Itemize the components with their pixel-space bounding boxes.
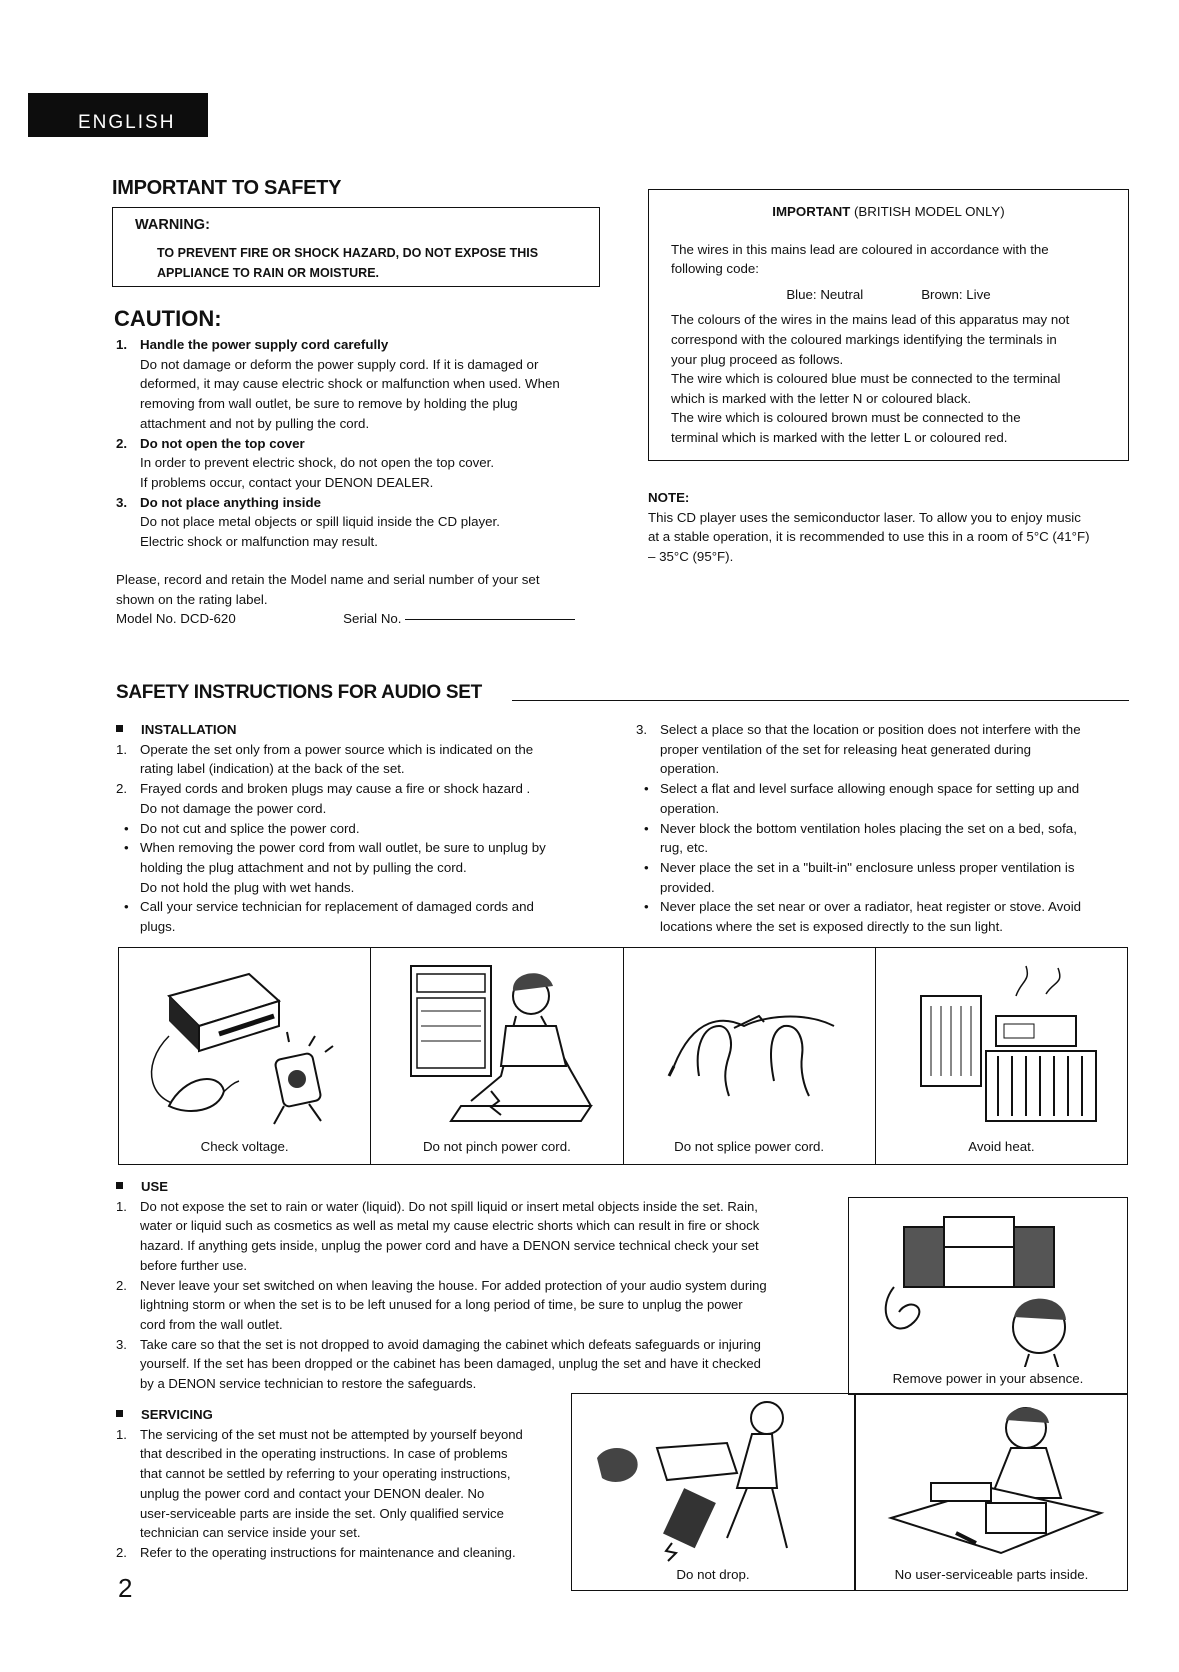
servicing-line: The servicing of the set must not be attempted by yourself beyond bbox=[140, 1426, 523, 1442]
bullet: • bbox=[644, 781, 649, 797]
caution-line: In order to prevent electric shock, do not open the top cover. bbox=[140, 455, 495, 471]
square-bullet bbox=[116, 1410, 123, 1417]
warning-box bbox=[112, 207, 600, 287]
model-serial-row bbox=[116, 609, 606, 629]
caution-line: attachment and not by pulling the cord. bbox=[140, 415, 370, 431]
caption-no-user-parts: No user-serviceable parts inside. bbox=[894, 1567, 1089, 1582]
use-line: before further use. bbox=[140, 1257, 247, 1273]
install-item bbox=[636, 858, 1128, 897]
caution-item bbox=[116, 335, 606, 434]
caption-avoid-heat: Avoid heat. bbox=[968, 1139, 1035, 1154]
servicing-section bbox=[116, 1405, 566, 1563]
language-tab bbox=[28, 93, 208, 137]
note-line: at a stable operation, it is recommended to use this in a room of 5°C (41°F) bbox=[648, 529, 1090, 545]
british-model-box bbox=[648, 189, 1129, 461]
install-line: rug, etc. bbox=[660, 840, 709, 856]
wire-color-codes bbox=[671, 285, 1106, 305]
install-line: holding the plug attachment and not by pulling the cord. bbox=[140, 859, 467, 875]
caption-check-voltage: Check voltage. bbox=[200, 1139, 289, 1154]
install-line: plugs. bbox=[140, 919, 176, 935]
use-line: Never leave your set switched on when leaving the house. For added protection of your audio system during bbox=[140, 1277, 767, 1293]
install-line: Operate the set only from a power source which is indicated on the bbox=[140, 741, 534, 757]
servicing-line: that cannot be settled by referring to your operating instructions, bbox=[140, 1466, 511, 1482]
item-number: 2. bbox=[116, 781, 128, 797]
use-label: USE bbox=[141, 1179, 168, 1194]
illustration-check-voltage bbox=[119, 948, 371, 1164]
servicing-label: SERVICING bbox=[141, 1407, 213, 1422]
caution-heading: Do not place anything inside bbox=[140, 494, 322, 510]
bullet: • bbox=[644, 899, 649, 915]
avoid-heat-illustration bbox=[886, 956, 1116, 1131]
record-line: Please, record and retain the Model name and serial number of your set bbox=[116, 572, 540, 587]
install-line: Do not damage the power cord. bbox=[140, 800, 327, 816]
caution-heading: Handle the power supply cord carefully bbox=[140, 337, 389, 352]
install-line: Never place the set in a "built-in" enclosure unless proper ventilation is bbox=[660, 859, 1075, 875]
caption-do-not-drop: Do not drop. bbox=[676, 1567, 750, 1582]
bullet: • bbox=[124, 820, 129, 836]
wire-brown: Brown: Live bbox=[921, 286, 991, 302]
install-line: Select a flat and level surface allowing enough space for setting up and bbox=[660, 781, 1080, 797]
use-heading bbox=[116, 1177, 836, 1197]
note-block bbox=[648, 488, 1138, 566]
install-line: Call your service technician for replacement of damaged cords and bbox=[140, 899, 534, 915]
servicing-line: Refer to the operating instructions for maintenance and cleaning. bbox=[140, 1544, 516, 1560]
use-line: Take care so that the set is not dropped to avoid damaging the cabinet which defeats safeguards or injuring bbox=[140, 1336, 761, 1352]
use-line: by a DENON service technician to restore the safeguards. bbox=[140, 1376, 477, 1392]
bullet: • bbox=[644, 859, 649, 875]
install-item bbox=[116, 819, 606, 839]
illustration-strip bbox=[118, 947, 1128, 1165]
british-title-bold: IMPORTANT bbox=[772, 204, 851, 219]
install-item bbox=[636, 897, 1128, 936]
use-line: hazard. If anything gets inside, unplug the power cord and have a DENON service technical check your set bbox=[140, 1238, 759, 1254]
warning-text bbox=[157, 243, 599, 283]
bullet: • bbox=[644, 820, 649, 836]
item-number: 2. bbox=[116, 1277, 127, 1293]
check-voltage-illustration bbox=[129, 956, 359, 1131]
illustration-splice-cord bbox=[624, 948, 876, 1164]
servicing-line: user-serviceable parts are inside the set. Only qualified service bbox=[140, 1505, 504, 1521]
servicing-line: technician can service inside your set. bbox=[140, 1525, 361, 1541]
item-number: 1. bbox=[116, 1426, 127, 1442]
wire-blue: Blue: Neutral bbox=[786, 286, 864, 302]
illustration-absence bbox=[848, 1197, 1128, 1395]
square-bullet bbox=[116, 1182, 123, 1189]
use-item bbox=[116, 1335, 836, 1394]
install-line: Never place the set near or over a radiator, heat register or stove. Avoid bbox=[660, 899, 1082, 915]
pinch-cord-illustration bbox=[381, 956, 611, 1131]
warning-label: WARNING: bbox=[135, 217, 210, 233]
item-number: 3. bbox=[116, 1336, 127, 1352]
remove-power-illustration bbox=[854, 1202, 1124, 1367]
install-line: operation. bbox=[660, 800, 720, 816]
note-line: This CD player uses the semiconductor laser. To allow you to enjoy music bbox=[648, 509, 1081, 525]
caution-line: removing from wall outlet, be sure to remove by holding the plug bbox=[140, 396, 518, 412]
installation-right bbox=[636, 720, 1128, 937]
caution-title: CAUTION: bbox=[114, 306, 222, 331]
install-item bbox=[116, 897, 606, 936]
install-line: Frayed cords and broken plugs may cause a fire or shock hazard . bbox=[140, 781, 531, 797]
warning-line: APPLIANCE TO RAIN OR MOISTURE. bbox=[157, 266, 380, 280]
safety-title: IMPORTANT TO SAFETY bbox=[112, 177, 342, 199]
no-user-parts-illustration bbox=[861, 1398, 1121, 1563]
do-not-drop-illustration bbox=[577, 1398, 847, 1563]
british-line: your plug proceed as follows. bbox=[671, 351, 844, 367]
illustration-pinch-cord bbox=[371, 948, 623, 1164]
british-line: The wires in this mains lead are coloured in accordance with the bbox=[671, 241, 1049, 257]
british-line: The colours of the wires in the mains lead of this apparatus may not bbox=[671, 312, 1070, 328]
caption-pinch-cord: Do not pinch power cord. bbox=[422, 1139, 571, 1154]
servicing-heading bbox=[116, 1405, 566, 1425]
install-line: operation. bbox=[660, 761, 720, 777]
install-line: locations where the set is exposed directly to the sun light. bbox=[660, 919, 1003, 935]
use-item bbox=[116, 1197, 836, 1276]
item-number: 1. bbox=[116, 741, 128, 757]
servicing-line: that described in the operating instructions. In case of problems bbox=[140, 1446, 508, 1462]
install-line: Do not hold the plug with wet hands. bbox=[140, 879, 355, 895]
caption-remove-power: Remove power in your absence. bbox=[892, 1371, 1084, 1386]
install-item bbox=[116, 838, 606, 897]
language-tab-label: ENGLISH bbox=[78, 112, 176, 133]
british-line: correspond with the coloured markings identifying the terminals in bbox=[671, 331, 1057, 347]
install-line: rating label (indication) at the back of the set. bbox=[140, 761, 405, 777]
installation-left bbox=[116, 720, 606, 937]
use-item bbox=[116, 1276, 836, 1335]
caution-line: deformed, it may cause electric shock or malfunction when used. When bbox=[140, 376, 560, 392]
item-number: 2. bbox=[116, 435, 128, 451]
installation-label: INSTALLATION bbox=[141, 722, 237, 737]
caution-item bbox=[116, 493, 606, 552]
caption-splice-cord: Do not splice power cord. bbox=[674, 1139, 825, 1154]
use-section bbox=[116, 1177, 836, 1394]
british-line: The wire which is coloured blue must be connected to the terminal bbox=[671, 371, 1061, 387]
warning-line: TO PREVENT FIRE OR SHOCK HAZARD, DO NOT EXPOSE THIS bbox=[157, 246, 539, 260]
british-title bbox=[671, 202, 1106, 222]
caution-list bbox=[116, 335, 606, 552]
install-item bbox=[636, 779, 1128, 818]
install-line: provided. bbox=[660, 879, 715, 895]
serial-label: Serial No. bbox=[343, 611, 402, 627]
install-line: Do not cut and splice the power cord. bbox=[140, 820, 360, 836]
servicing-line: unplug the power cord and contact your DENON dealer. No bbox=[140, 1485, 485, 1501]
item-number: 2. bbox=[116, 1544, 127, 1560]
caution-line: Do not damage or deform the power supply cord. If it is damaged or bbox=[140, 356, 539, 372]
use-line: lightning storm or when the set is to be left unused for a long period of time, be sure to unplug the power bbox=[140, 1297, 743, 1313]
use-line: Do not expose the set to rain or water (liquid). Do not spill liquid or insert metal objects inside the set. Rain, bbox=[140, 1198, 758, 1214]
note-line: – 35°C (95°F). bbox=[648, 548, 734, 564]
british-line: following code: bbox=[671, 261, 759, 277]
british-line: terminal which is marked with the letter L or coloured red. bbox=[671, 429, 1008, 445]
title-rule bbox=[512, 700, 1129, 701]
british-line: The wire which is coloured brown must be connected to the bbox=[671, 410, 1021, 426]
british-title-rest: (BRITISH MODEL ONLY) bbox=[850, 204, 1005, 219]
servicing-item bbox=[116, 1543, 566, 1563]
install-line: When removing the power cord from wall outlet, be sure to unplug by bbox=[140, 840, 546, 856]
illustration-no-user-parts bbox=[855, 1393, 1128, 1591]
illustration-do-not-drop bbox=[571, 1393, 855, 1591]
item-number: 3. bbox=[636, 722, 648, 737]
item-number: 1. bbox=[116, 337, 128, 352]
use-line: cord from the wall outlet. bbox=[140, 1316, 283, 1332]
caution-line: Do not place metal objects or spill liquid inside the CD player. bbox=[140, 514, 500, 530]
page-number: 2 bbox=[118, 1573, 133, 1603]
installation-heading bbox=[116, 720, 606, 740]
serial-blank-line bbox=[405, 619, 575, 620]
caution-item bbox=[116, 434, 606, 493]
square-bullet bbox=[116, 725, 123, 732]
caution-line: If problems occur, contact your DENON DEALER. bbox=[140, 474, 434, 490]
caution-heading: Do not open the top cover bbox=[140, 435, 305, 451]
item-number: 3. bbox=[116, 494, 128, 510]
install-item bbox=[636, 720, 1128, 779]
bullet: • bbox=[124, 840, 129, 856]
caution-line: Electric shock or malfunction may result. bbox=[140, 534, 378, 550]
record-notice bbox=[116, 570, 606, 629]
install-line: Select a place so that the location or position does not interfere with the bbox=[660, 722, 1081, 737]
bullet: • bbox=[124, 899, 129, 915]
splice-cord-illustration bbox=[634, 956, 864, 1131]
use-line: yourself. If the set has been dropped or the cabinet has been damaged, unplug the set and have it checked bbox=[140, 1356, 761, 1372]
item-number: 1. bbox=[116, 1198, 127, 1214]
audio-section-title: SAFETY INSTRUCTIONS FOR AUDIO SET bbox=[116, 682, 482, 703]
use-line: water or liquid such as cosmetics as well as metal my cause electric shorts which can result in fire or shock bbox=[140, 1218, 760, 1234]
record-line: shown on the rating label. bbox=[116, 591, 268, 607]
install-line: Never block the bottom ventilation holes placing the set on a bed, sofa, bbox=[660, 820, 1077, 836]
model-number: Model No. DCD-620 bbox=[116, 611, 236, 627]
servicing-item bbox=[116, 1425, 566, 1543]
illustration-avoid-heat bbox=[876, 948, 1127, 1164]
note-label: NOTE: bbox=[648, 490, 690, 505]
install-line: proper ventilation of the set for releasing heat generated during bbox=[660, 741, 1032, 757]
install-item bbox=[116, 779, 606, 818]
british-line: which is marked with the letter N or coloured black. bbox=[671, 390, 972, 406]
install-item bbox=[636, 819, 1128, 858]
install-item bbox=[116, 740, 606, 779]
